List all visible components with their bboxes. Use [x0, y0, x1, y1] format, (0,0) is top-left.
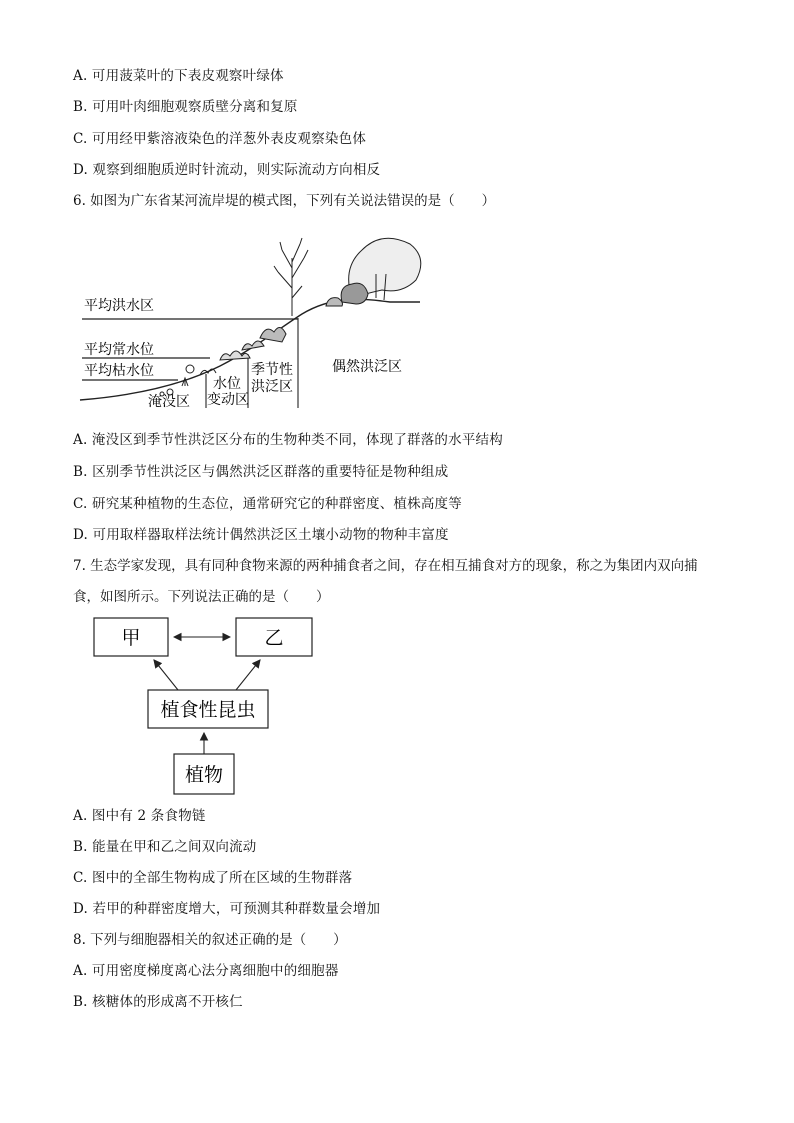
- q8-option-a: A. 可用密度梯度离心法分离细胞中的细胞器: [73, 963, 339, 979]
- box-insect-label: 植食性昆虫: [160, 699, 256, 721]
- q7-option-d: D. 若甲的种群密度增大，可预测其种群数量会增加: [73, 901, 381, 917]
- q6-option-d: D. 可用取样器取样法统计偶然洪泛区土壤小动物的物种丰富度: [73, 527, 449, 543]
- riverbank-diagram: [70, 228, 430, 413]
- q6-option-b: B. 区别季节性洪泛区与偶然洪泛区群落的重要特征是物种组成: [73, 464, 449, 480]
- box-yi-label: 乙: [264, 627, 284, 649]
- canopy-tree-icon: [326, 238, 421, 306]
- label-seasonal-2: 洪泛区: [251, 379, 293, 395]
- q6-option-c: C. 研究某种植物的生态位，通常研究它的种群密度、植株高度等: [73, 496, 462, 512]
- q5-option-b: B. 可用叶肉细胞观察质壁分离和复原: [73, 99, 298, 115]
- label-fluct-1: 水位: [213, 376, 241, 392]
- q7-option-c: C. 图中的全部生物构成了所在区域的生物群落: [73, 870, 353, 886]
- arrow-insect-jia: [154, 660, 178, 690]
- q7-stem-line2: 食，如图所示。下列说法正确的是（ ）: [73, 589, 330, 605]
- label-fluct-2: 变动区: [207, 392, 249, 408]
- box-plant-label: 植物: [184, 764, 224, 786]
- q7-option-b: B. 能量在甲和乙之间双向流动: [73, 839, 257, 855]
- q5-option-d: D. 观察到细胞质逆时针流动，则实际流动方向相反: [73, 162, 381, 178]
- q6-option-a: A. 淹没区到季节性洪泛区分布的生物种类不同，体现了群落的水平结构: [73, 432, 503, 448]
- q7-option-a: A. 图中有 2 条食物链: [73, 808, 206, 824]
- q5-option-a: A. 可用菠菜叶的下表皮观察叶绿体: [73, 68, 284, 84]
- q7-stem-line1: 7. 生态学家发现，具有同种食物来源的两种捕食者之间，存在相互捕食对方的现象，称之为集团内双向捕: [73, 558, 698, 574]
- tree-icon: [274, 238, 308, 316]
- label-flood-avg: 平均洪水区: [84, 298, 154, 314]
- label-normal-water: 平均常水位: [84, 342, 154, 358]
- food-web-diagram: [90, 614, 320, 799]
- q6-stem: 6. 如图为广东省某河流岸堤的模式图，下列有关说法错误的是（ ）: [73, 193, 496, 209]
- label-seasonal-1: 季节性: [251, 362, 293, 378]
- shrub-icon: [220, 327, 286, 360]
- q8-option-b: B. 核糖体的形成离不开核仁: [73, 994, 243, 1010]
- label-occasional: 偶然洪泛区: [332, 359, 402, 375]
- q8-stem: 8. 下列与细胞器相关的叙述正确的是（ ）: [73, 932, 347, 948]
- label-dry-water: 平均枯水位: [84, 363, 154, 379]
- q5-option-c: C. 可用经甲紫溶液染色的洋葱外表皮观察染色体: [73, 131, 367, 147]
- label-submerged: 淹没区: [148, 394, 190, 410]
- arrow-insect-yi: [236, 660, 260, 690]
- box-jia-label: 甲: [121, 627, 141, 649]
